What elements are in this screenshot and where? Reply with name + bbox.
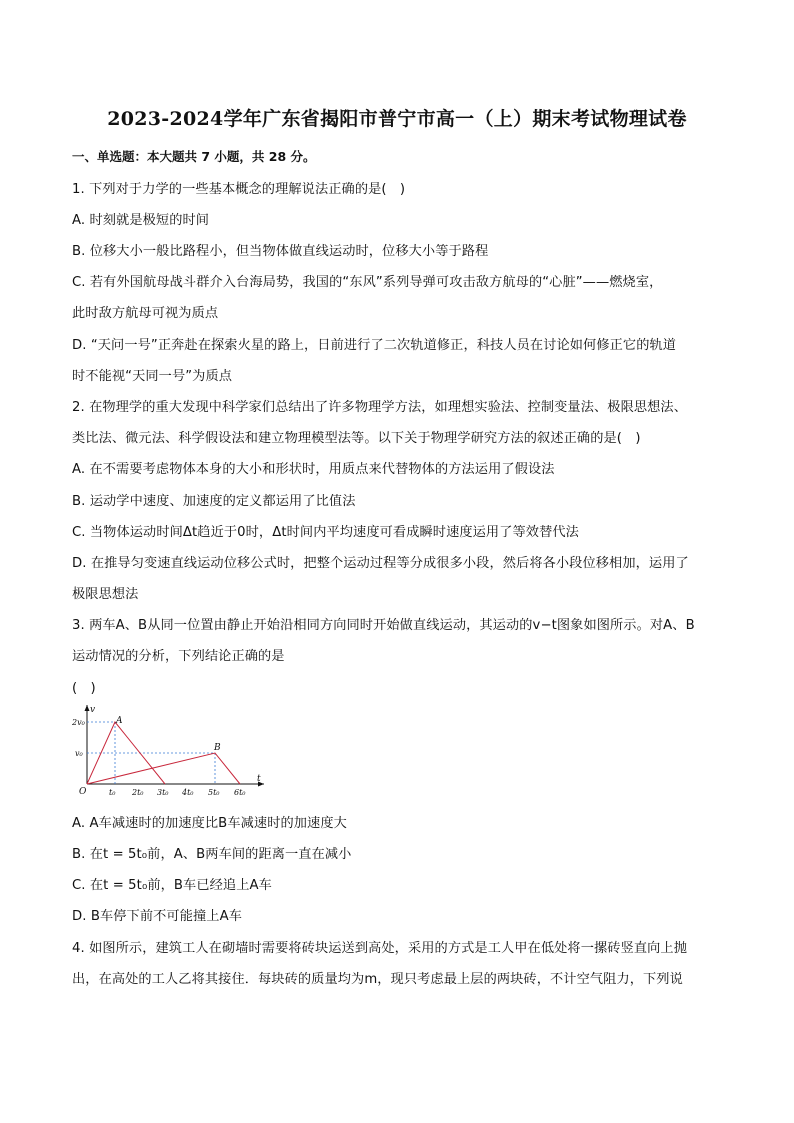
question-1-option-b: B. 位移大小一般比路程小，但当物体做直线运动时，位移大小等于路程 [72,244,489,259]
question-4-stem-cont: 出，在高处的工人乙将其接住．每块砖的质量均为m，现只考虑最上层的两块砖，不计空气阻力，下列说 [72,972,683,987]
point-a-label: A [116,716,123,726]
tick-6t0: 6t₀ [234,788,246,797]
question-2-stem: 2. 在物理学的重大发现中科学家们总结出了许多物理学方法，如理想实验法、控制变量法、极限思想法、 [72,400,688,415]
question-2-option-c: C. 当物体运动时间Δt趋近于0时，Δt时间内平均速度可看成瞬时速度运用了等效替代法 [72,525,579,540]
question-2-stem-cont: 类比法、微元法、科学假设法和建立物理模型法等。以下关于物理学研究方法的叙述正确的是( ) [72,431,641,446]
tick-3t0: 3t₀ [157,788,169,797]
question-2-option-d-cont: 极限思想法 [72,587,139,602]
section-heading: 一、单选题：本大题共 7 小题，共 28 分。 [72,149,316,164]
tick-5t0: 5t₀ [208,788,220,797]
question-4-stem: 4. 如图所示，建筑工人在砌墙时需要将砖块运送到高处，采用的方式是工人甲在低处将一摞砖竖直向上抛 [72,941,688,956]
point-b-label: B [214,743,221,753]
question-1-option-c-cont: 此时敌方航母可视为质点 [72,306,219,321]
v-axis-arrow [85,705,90,711]
question-2-option-a: A. 在不需要考虑物体本身的大小和形状时，用质点来代替物体的方法运用了假设法 [72,462,555,477]
tick-2v0: 2v₀ [72,718,85,727]
series-b-line [87,753,240,784]
tick-4t0: 4t₀ [182,788,194,797]
question-1-option-d: D. “天问一号”正奔赴在探索火星的路上，日前进行了二次轨道修正，科技人员在讨论如何修正它的轨道 [72,338,677,353]
question-3-option-d: D. B车停下前不可能撞上A车 [72,909,242,924]
question-1-option-c: C. 若有外国航母战斗群介入台海局势，我国的“东风”系列导弹可攻击敌方航母的“心脏”——燃烧室， [72,275,663,290]
tick-t0: t₀ [109,788,116,797]
question-3-option-c: C. 在t = 5t₀前，B车已经追上A车 [72,878,272,893]
origin-label: O [79,787,87,797]
question-3-stem: 3. 两车A、B从同一位置由静止开始沿相同方向同时开始做直线运动，其运动的v−t图象如图所示。对A、B [72,618,695,633]
question-1-stem: 1. 下列对于力学的一些基本概念的理解说法正确的是( ) [72,182,406,197]
vt-graph [72,702,272,798]
exam-title: 2023-2024学年广东省揭阳市普宁市高一（上）期末考试物理试卷 [107,108,687,130]
tick-v0: v₀ [75,749,83,758]
question-3-option-b: B. 在t = 5t₀前，A、B两车间的距离一直在减小 [72,847,352,862]
question-2-option-b: B. 运动学中速度、加速度的定义都运用了比值法 [72,494,356,509]
question-3-option-a: A. A车减速时的加速度比B车减速时的加速度大 [72,816,347,831]
question-2-option-d: D. 在推导匀变速直线运动位移公式时，把整个运动过程等分成很多小段，然后将各小段位移相加，运用了 [72,556,689,571]
question-1-option-a: A. 时刻就是极短的时间 [72,213,210,228]
tick-2t0: 2t₀ [132,788,144,797]
question-3-answer-paren: ( ) [72,681,96,696]
question-3-stem-cont: 运动情况的分析，下列结论正确的是 [72,649,285,664]
y-axis-label: v [90,705,96,715]
question-1-option-d-cont: 时不能视“天同一号”为质点 [72,369,233,384]
x-axis-label: t [257,774,261,784]
